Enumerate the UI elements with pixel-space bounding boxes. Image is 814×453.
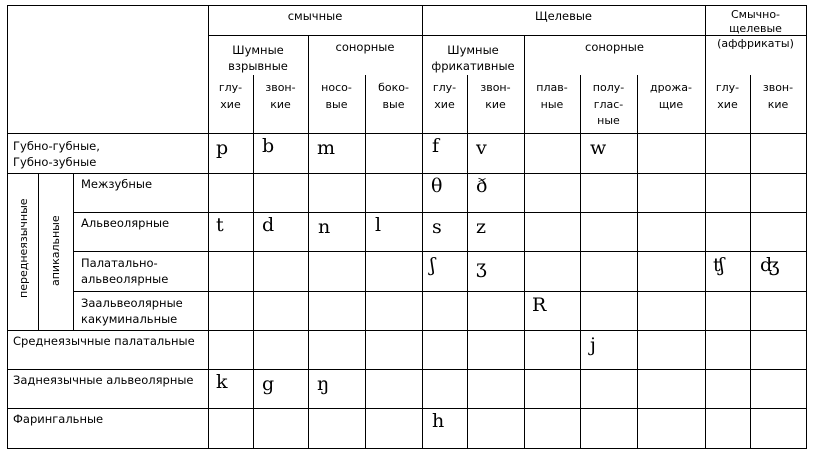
header-affricates: Смычно- щелевые (аффрикаты) [717, 8, 794, 50]
sub-liquid: плав- ные [536, 81, 568, 111]
row-label-postalveolar: Заальвеолярные какуминальные [81, 296, 183, 326]
symbol-h: h [432, 410, 445, 432]
header-fricatives: Щелевые [534, 9, 592, 23]
symbol-p: p [216, 137, 229, 159]
symbol-d: d [262, 214, 275, 236]
row-label-pharyngeal: Фарингальные [13, 412, 104, 426]
header-sonorant-fricatives: сонорные [585, 40, 644, 54]
symbol-theta: θ [431, 175, 443, 197]
symbol-w: w [590, 137, 607, 159]
header-stops: смычные [287, 9, 343, 23]
row-label-labial: Губно-губные, Губно-зубные [13, 139, 100, 169]
sub-voiced-3: звон- кие [762, 81, 794, 111]
header-sonorant-stops: сонорные [335, 40, 395, 54]
symbol-dezh: ʤ [760, 254, 780, 276]
symbol-s: s [432, 216, 442, 238]
row-label-backlingual: Заднеязычные альвеолярные [13, 373, 194, 387]
symbol-l: l [375, 214, 382, 236]
symbol-eng: ŋ [317, 373, 330, 395]
symbol-j: j [590, 334, 596, 356]
symbol-tesh: ʧ [713, 254, 725, 276]
sub-voiced-2: звон- кие [480, 81, 511, 111]
sub-voiceless-1: глу- хие [218, 81, 243, 111]
symbol-ezh: ʒ [476, 256, 487, 278]
symbol-v: v [476, 137, 487, 159]
side-label-apical: апикальные [49, 215, 62, 286]
symbol-m: m [317, 137, 336, 159]
symbol-R: R [532, 294, 547, 316]
header-noisy-fricative: Шумные фрикативные [431, 43, 515, 74]
symbol-z: z [476, 216, 487, 238]
symbol-n: n [318, 216, 331, 238]
symbol-esh: ʃ [430, 254, 436, 276]
header-noisy-plosive: Шумные взрывные [228, 43, 288, 74]
row-label-palato-alveolar: Палатально- альвеолярные [81, 256, 169, 286]
sub-nasal: носо- вые [321, 81, 352, 111]
sub-voiceless-2: глу- хие [432, 81, 457, 111]
sub-voiced-1: звон- кие [265, 81, 296, 111]
symbol-eth: ð [476, 175, 488, 197]
side-label-forelingual: переднеязычные [17, 198, 30, 298]
symbol-f: f [432, 135, 440, 157]
row-label-alveolar: Альвеолярные [81, 216, 170, 230]
sub-lateral: боко- вые [378, 81, 409, 111]
symbol-g: g [262, 373, 275, 395]
sub-voiceless-3: глу- хие [715, 81, 740, 111]
row-label-interdental: Межзубные [81, 177, 153, 191]
symbol-k: k [216, 371, 228, 393]
sub-trill: дрожа- щие [650, 81, 692, 111]
row-label-mediolingual: Среднеязычные палатальные [13, 334, 195, 348]
symbol-t: t [216, 214, 224, 236]
sub-semivowel: полу- глас- ные [592, 81, 625, 127]
symbol-b: b [262, 135, 275, 157]
